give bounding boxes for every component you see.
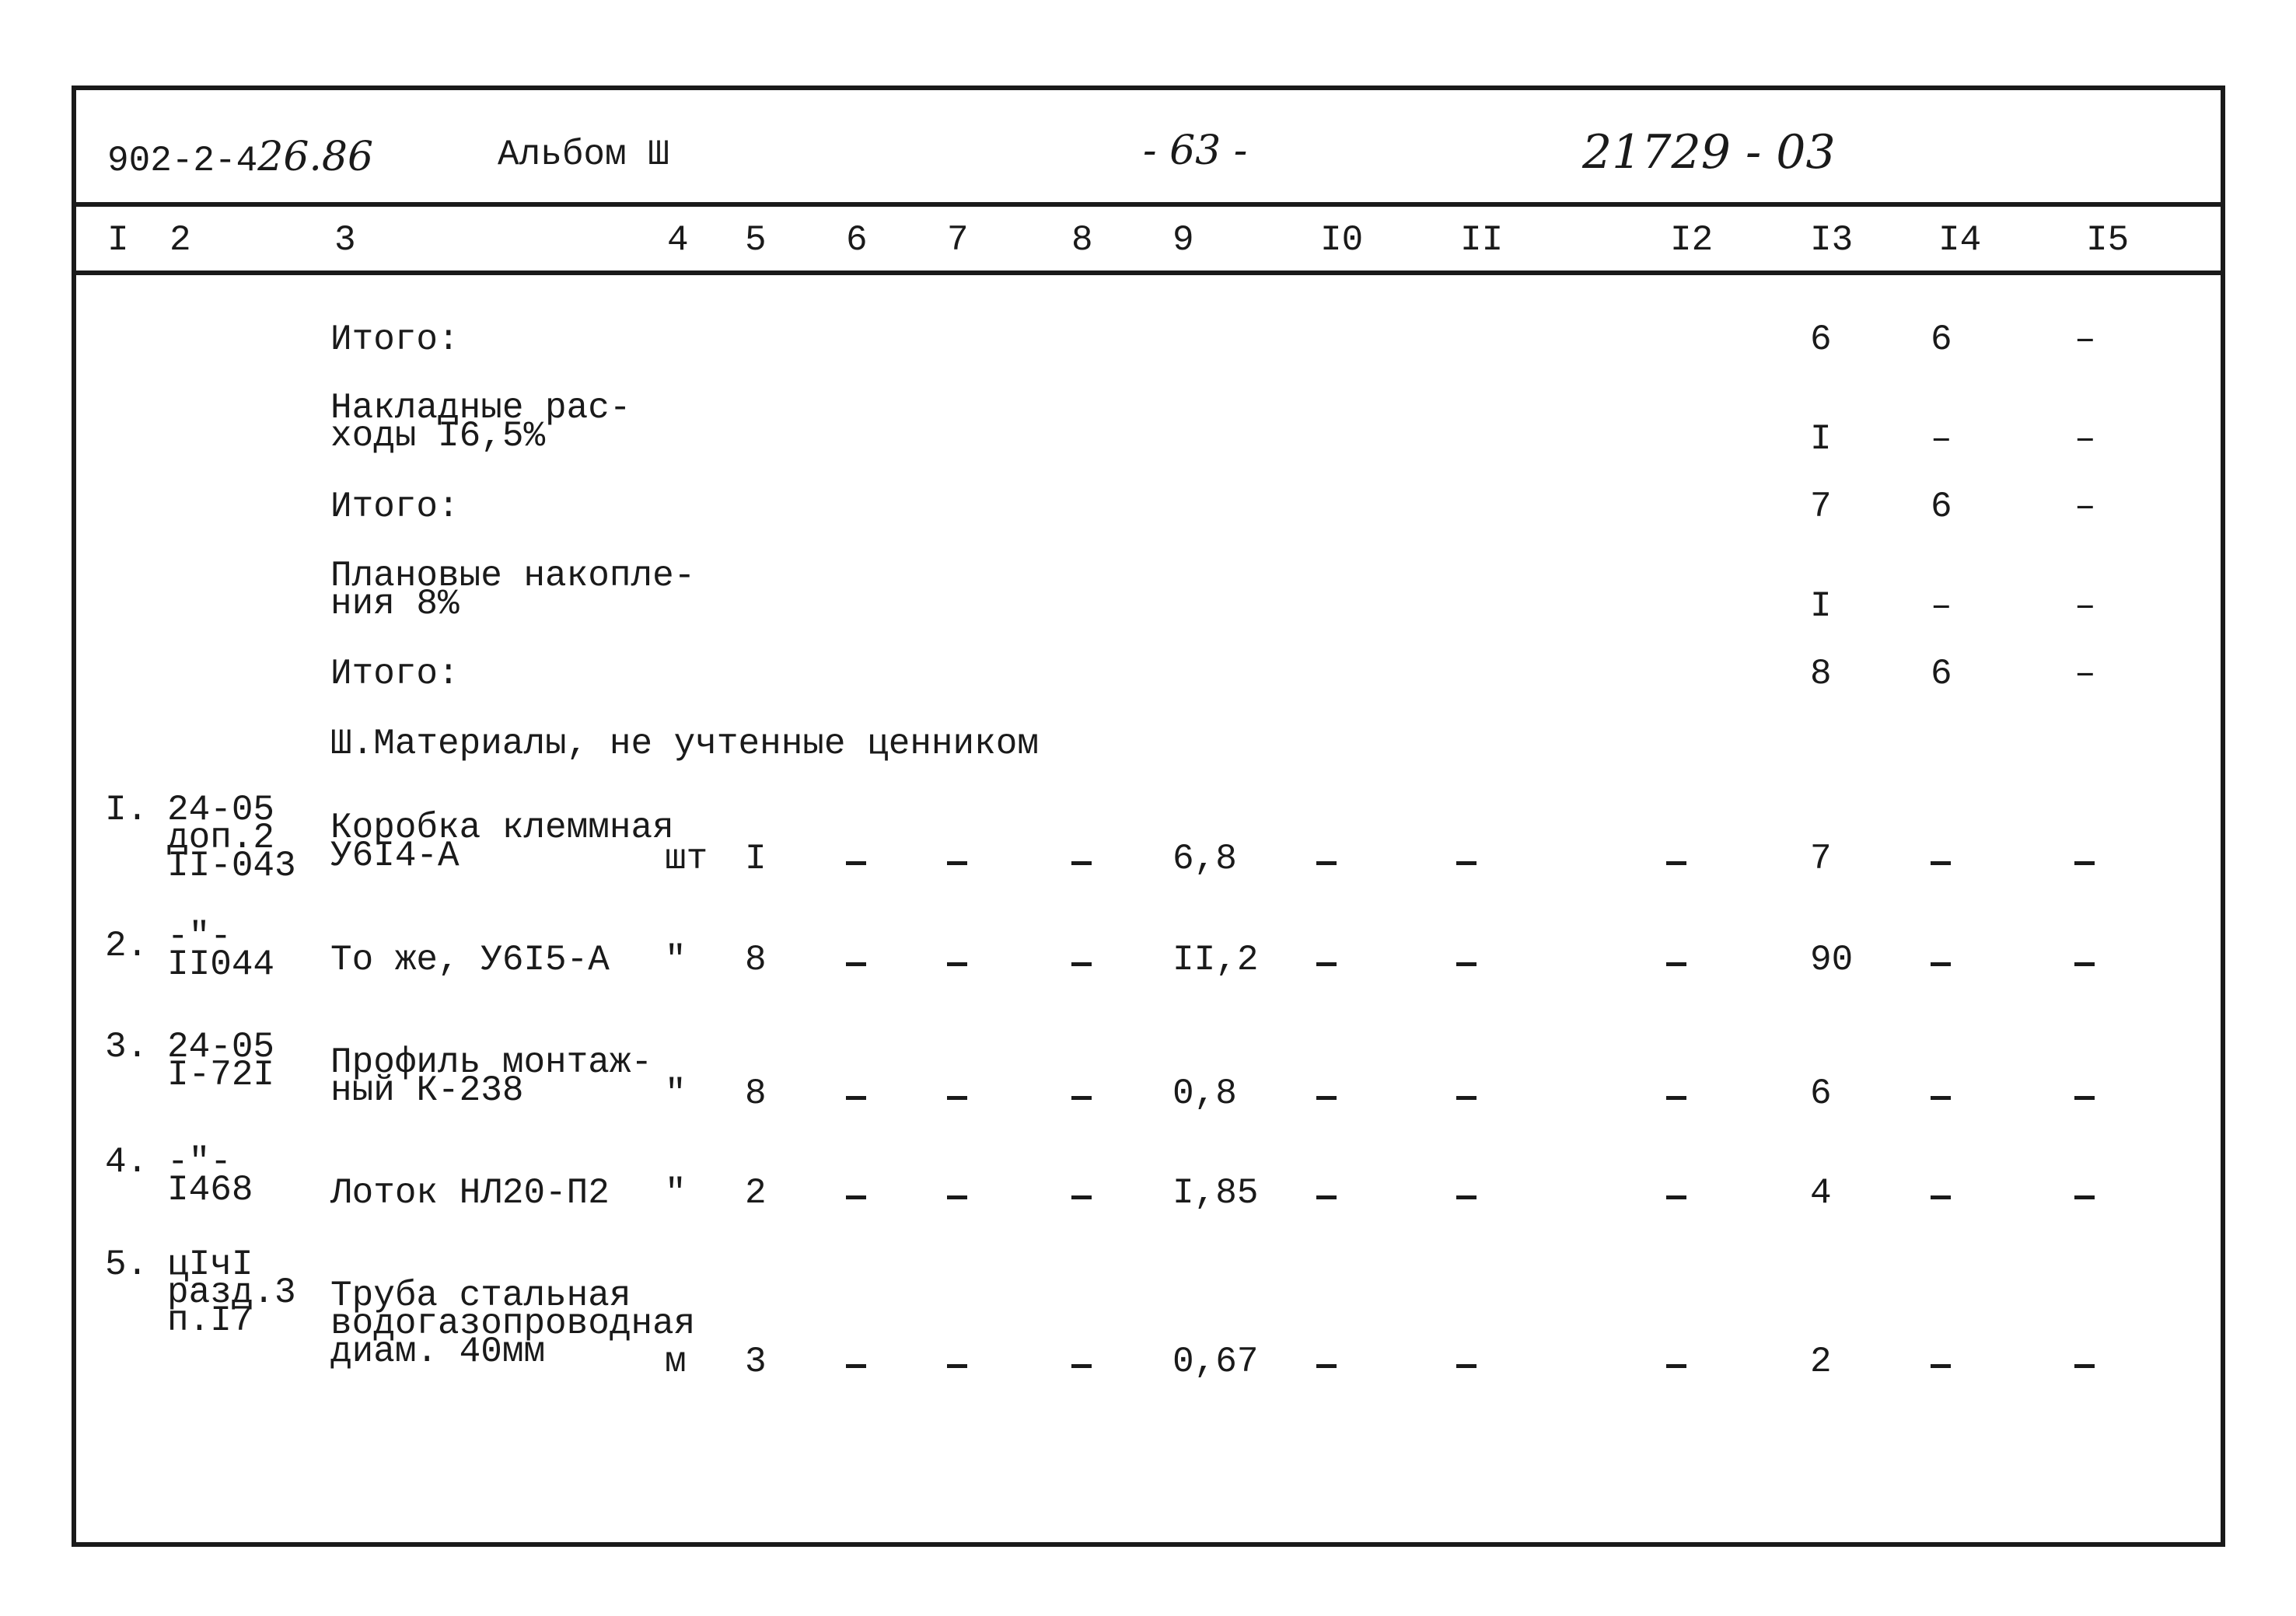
summary-value-15: – xyxy=(2074,654,2096,694)
unit: шт xyxy=(665,839,708,879)
row-number: 5. xyxy=(105,1244,149,1285)
quantity: 8 xyxy=(745,940,767,980)
column-number: I5 xyxy=(2086,220,2130,260)
price-reference: -"- I468 xyxy=(167,1142,253,1210)
value-13: 6 xyxy=(1810,1073,1832,1114)
empty-cell-dash xyxy=(947,1195,967,1199)
empty-cell-dash xyxy=(1071,861,1092,865)
row-number: 2. xyxy=(105,926,149,966)
row-number: 3. xyxy=(105,1027,149,1067)
empty-cell-dash xyxy=(947,1096,967,1100)
column-numbers-rule xyxy=(72,270,2225,275)
summary-value-15: – xyxy=(2074,487,2096,527)
empty-cell-dash xyxy=(1071,1195,1092,1199)
column-number: I4 xyxy=(1938,220,1982,260)
empty-cell-dash xyxy=(947,1364,967,1368)
item-name: Профиль монтаж- ный К-238 xyxy=(330,1042,653,1111)
summary-value-14: 6 xyxy=(1931,319,1952,360)
item-name: Лоток НЛ20-П2 xyxy=(330,1173,610,1213)
page-number: - 63 - xyxy=(1143,127,1248,174)
unit-price: 0,8 xyxy=(1172,1073,1237,1114)
column-number: I0 xyxy=(1320,220,1364,260)
column-number: 5 xyxy=(745,220,767,260)
column-number: I2 xyxy=(1670,220,1714,260)
column-number: 6 xyxy=(846,220,868,260)
empty-cell-dash xyxy=(846,1195,866,1199)
unit-price: I,85 xyxy=(1172,1173,1259,1213)
column-number: 9 xyxy=(1172,220,1194,260)
empty-cell-dash xyxy=(1931,1195,1951,1199)
column-number: 8 xyxy=(1071,220,1093,260)
empty-cell-dash xyxy=(1316,962,1337,966)
quantity: 8 xyxy=(745,1073,767,1114)
section-title: Ш.Материалы, не учтенные ценником xyxy=(330,724,1039,764)
empty-cell-dash xyxy=(846,861,866,865)
empty-cell-dash xyxy=(1931,1364,1951,1368)
album-label: Альбом Ш xyxy=(498,134,669,175)
column-number: 3 xyxy=(334,220,356,260)
empty-cell-dash xyxy=(846,962,866,966)
header-rule xyxy=(72,202,2225,207)
item-name: То же, У6I5-А xyxy=(330,940,610,980)
empty-cell-dash xyxy=(2074,861,2095,865)
summary-value-15: – xyxy=(2074,419,2096,459)
price-reference: 24-05 доп.2 II-043 xyxy=(167,790,296,886)
empty-cell-dash xyxy=(1316,861,1337,865)
price-reference: -"- II044 xyxy=(167,916,275,985)
unit: " xyxy=(665,1173,687,1213)
document-code: 902-2-426.86 xyxy=(107,134,374,181)
quantity: 2 xyxy=(745,1173,767,1213)
empty-cell-dash xyxy=(1456,861,1476,865)
summary-label: Итого: xyxy=(330,487,460,527)
summary-value-14: 6 xyxy=(1931,654,1952,694)
column-number: 2 xyxy=(169,220,191,260)
value-13: 2 xyxy=(1810,1342,1832,1382)
empty-cell-dash xyxy=(1316,1096,1337,1100)
summary-label: Плановые накопле- ния 8% xyxy=(330,556,696,624)
empty-cell-dash xyxy=(1071,1096,1092,1100)
summary-value-13: 6 xyxy=(1810,319,1832,360)
empty-cell-dash xyxy=(1316,1195,1337,1199)
summary-label: Итого: xyxy=(330,319,460,360)
empty-cell-dash xyxy=(2074,1195,2095,1199)
empty-cell-dash xyxy=(2074,1096,2095,1100)
empty-cell-dash xyxy=(1666,861,1686,865)
empty-cell-dash xyxy=(2074,1364,2095,1368)
empty-cell-dash xyxy=(846,1096,866,1100)
price-reference: 24-05 I-72I xyxy=(167,1027,275,1095)
value-13: 7 xyxy=(1810,839,1832,879)
unit-price: 6,8 xyxy=(1172,839,1237,879)
empty-cell-dash xyxy=(1931,962,1951,966)
unit: " xyxy=(665,1073,687,1114)
empty-cell-dash xyxy=(1456,962,1476,966)
item-name: Труба стальная водогазопроводная диам. 40мм xyxy=(330,1276,696,1372)
unit-price: II,2 xyxy=(1172,940,1259,980)
summary-value-13: 8 xyxy=(1810,654,1832,694)
value-13: 90 xyxy=(1810,940,1854,980)
empty-cell-dash xyxy=(1666,1195,1686,1199)
empty-cell-dash xyxy=(2074,962,2095,966)
empty-cell-dash xyxy=(1666,1096,1686,1100)
column-number: 4 xyxy=(667,220,689,260)
value-13: 4 xyxy=(1810,1173,1832,1213)
empty-cell-dash xyxy=(1071,962,1092,966)
empty-cell-dash xyxy=(1931,1096,1951,1100)
empty-cell-dash xyxy=(1456,1195,1476,1199)
unit: м xyxy=(665,1342,687,1382)
row-number: I. xyxy=(105,790,149,830)
column-number: I3 xyxy=(1810,220,1854,260)
column-number: I xyxy=(107,220,129,260)
summary-value-14: – xyxy=(1931,419,1952,459)
column-number: II xyxy=(1460,220,1504,260)
unit: " xyxy=(665,940,687,980)
item-name: Коробка клеммная У6I4-А xyxy=(330,808,674,876)
unit-price: 0,67 xyxy=(1172,1342,1259,1382)
empty-cell-dash xyxy=(1456,1364,1476,1368)
summary-value-13: I xyxy=(1810,586,1832,627)
summary-value-14: 6 xyxy=(1931,487,1952,527)
empty-cell-dash xyxy=(1666,962,1686,966)
empty-cell-dash xyxy=(947,962,967,966)
empty-cell-dash xyxy=(1931,861,1951,865)
summary-value-15: – xyxy=(2074,586,2096,627)
quantity: I xyxy=(745,839,767,879)
empty-cell-dash xyxy=(1071,1364,1092,1368)
empty-cell-dash xyxy=(1456,1096,1476,1100)
empty-cell-dash xyxy=(947,861,967,865)
summary-value-14: – xyxy=(1931,586,1952,627)
price-reference: цIчI разд.3 п.I7 xyxy=(167,1244,296,1341)
column-number: 7 xyxy=(947,220,969,260)
empty-cell-dash xyxy=(1666,1364,1686,1368)
empty-cell-dash xyxy=(846,1364,866,1368)
row-number: 4. xyxy=(105,1142,149,1182)
empty-cell-dash xyxy=(1316,1364,1337,1368)
quantity: 3 xyxy=(745,1342,767,1382)
summary-label: Итого: xyxy=(330,654,460,694)
summary-label: Накладные рас- ходы I6,5% xyxy=(330,388,631,456)
summary-value-13: I xyxy=(1810,419,1832,459)
summary-value-15: – xyxy=(2074,319,2096,360)
summary-value-13: 7 xyxy=(1810,487,1832,527)
doc-number: 21729 - 03 xyxy=(1582,125,1836,180)
